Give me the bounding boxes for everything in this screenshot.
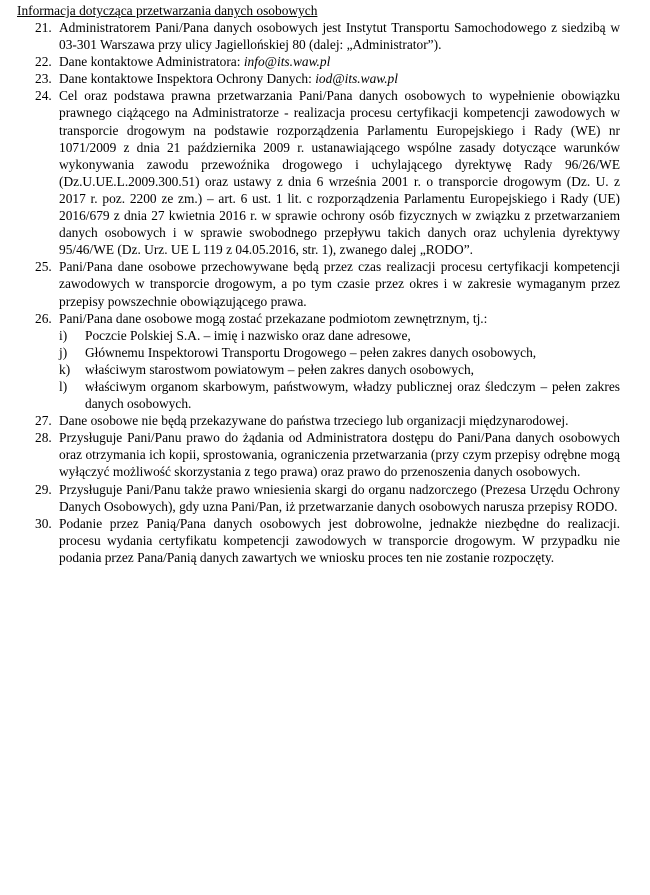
clause-text: Administratorem Pani/Pana danych osobowych jest Instytut Transportu Samochodowego z siedzibą w 03-301 Warszawa przy ulicy Jagiellońskiej 80 (dalej: „Administrator”). bbox=[59, 20, 620, 53]
clause-item bbox=[0, 515, 650, 566]
clause-number: 27. bbox=[35, 413, 52, 429]
sub-item-text: właściwym starostwom powiatowym – pełen zakres danych osobowych, bbox=[85, 361, 474, 377]
page-heading: Informacja dotycząca przetwarzania danych osobowych bbox=[17, 3, 318, 18]
clause-number: 30. bbox=[35, 515, 52, 531]
clause-number: 28. bbox=[35, 430, 52, 446]
clause-list bbox=[0, 19, 650, 566]
clause-text: Przysługuje Pani/Panu także prawo wniesienia skargi do organu nadzorczego (Prezesa Urzędu Ochrony Danych Osobowych), gdy uzna Pani/Pan, iż przetwarzanie danych osobowych narusza przepisy RODO. bbox=[59, 481, 620, 514]
sub-item bbox=[59, 361, 620, 378]
clause-number: 23. bbox=[35, 71, 52, 87]
clause-text: Dane kontaktowe Administratora: bbox=[59, 54, 244, 70]
clause-number: 29. bbox=[35, 481, 52, 497]
sub-item-letter: k) bbox=[59, 361, 71, 377]
sub-list bbox=[59, 327, 620, 412]
clause-text: Podanie przez Panią/Pana danych osobowych jest dobrowolne, jednakże niezbędne do realizacji. procesu wydania certyfikatu kompetencji zawodowych w transporcie drogowym. W przypadku nie podania przez Pana/Panią danych zawartych we wniosku proces ten nie zostanie rozpoczęty. bbox=[59, 515, 620, 565]
sub-item-text: Poczcie Polskiej S.A. – imię i nazwisko oraz dane adresowe, bbox=[85, 327, 411, 343]
email-address: iod@its.waw.pl bbox=[315, 71, 398, 87]
clause-item bbox=[0, 19, 650, 53]
sub-item bbox=[59, 344, 620, 361]
clause-item bbox=[0, 258, 650, 309]
clause-text: Dane osobowe nie będą przekazywane do państwa trzeciego lub organizacji międzynarodowej. bbox=[59, 413, 569, 429]
clause-item bbox=[0, 53, 650, 70]
clause-text: Pani/Pana dane osobowe mogą zostać przekazane podmiotom zewnętrznym, tj.: bbox=[59, 310, 488, 326]
clause-text: Pani/Pana dane osobowe przechowywane będą przez czas realizacji procesu certyfikacji kompetencji zawodowych w transporcie drogowym, a po tym czasie przez okres i w zakresie wymaganym przez przepisy powszechnie obowiązującego prawa. bbox=[59, 259, 620, 309]
clause-text: Przysługuje Pani/Panu prawo do żądania od Administratora dostępu do Pani/Pana danych osobowych oraz otrzymania ich kopii, sprostowania, ograniczenia przetwarzania (przy czym przepisy odrębne mogą wyłączyć możliwość skorzystania z tego prawa) oraz prawo do przenoszenia danych osobowych. bbox=[59, 430, 620, 480]
clause-item bbox=[0, 70, 650, 87]
sub-item-letter: j) bbox=[59, 344, 68, 360]
clause-text: Cel oraz podstawa prawna przetwarzania Pani/Pana danych osobowych to wypełnienie obowiązku prawnego ciążącego na Administratorze - realizacja procesu certyfikacji kompetencji zawodowych w transporcie drogowym na podstawie rozporządzenia Parlamentu Europejskiego i Rady (WE) nr 1071/2009 z dnia 21 października 2009 r. ustanawiającego wspólne zasady dotyczące warunków wykonywania zawodu przewoźnika drogowego i uchylającego dyrektywę Rady 96/26/WE (Dz.U.UE.L.2009.300.51) oraz ustawy z dnia 6 września 2001 r. o transporcie drogowym (Dz. U. z 2017 r. poz. 2200 ze zm.) – art. 6 ust. 1 lit. c rozporządzenia Parlamentu Europejskiego i Rady (UE) 2016/679 z dnia 27 kwietnia 2016 r. w sprawie ochrony osób fizycznych w związku z przetwarzaniem danych osobowych i w sprawie swobodnego przepływu takich danych oraz uchylenia dyrektywy 95/46/WE (Dz. Urz. UE L 119 z 04.05.2016, str. 1), zwanego dalej „RODO”. bbox=[59, 88, 620, 258]
sub-item-text: właściwym organom skarbowym, państwowym, władzy publicznej oraz śledczym – pełen zakres danych osobowych. bbox=[85, 378, 620, 412]
sub-item-letter: l) bbox=[59, 378, 68, 394]
clause-item bbox=[0, 429, 650, 480]
clause-number: 26. bbox=[35, 310, 52, 326]
email-address: info@its.waw.pl bbox=[243, 54, 331, 70]
clause-item bbox=[0, 87, 650, 258]
clause-item bbox=[0, 481, 650, 515]
sub-item bbox=[59, 378, 620, 412]
clause-item bbox=[0, 310, 650, 413]
clause-number: 24. bbox=[35, 88, 52, 104]
clause-number: 22. bbox=[35, 54, 52, 70]
sub-item-letter: i) bbox=[59, 327, 68, 343]
clause-text: Dane kontaktowe Inspektora Ochrony Danych: bbox=[59, 71, 316, 87]
clause-number: 21. bbox=[35, 20, 52, 35]
sub-item bbox=[59, 327, 620, 344]
sub-item-text: Głównemu Inspektorowi Transportu Drogowego – pełen zakres danych osobowych, bbox=[85, 344, 537, 360]
clause-number: 25. bbox=[35, 259, 52, 275]
clause-item bbox=[0, 412, 650, 429]
